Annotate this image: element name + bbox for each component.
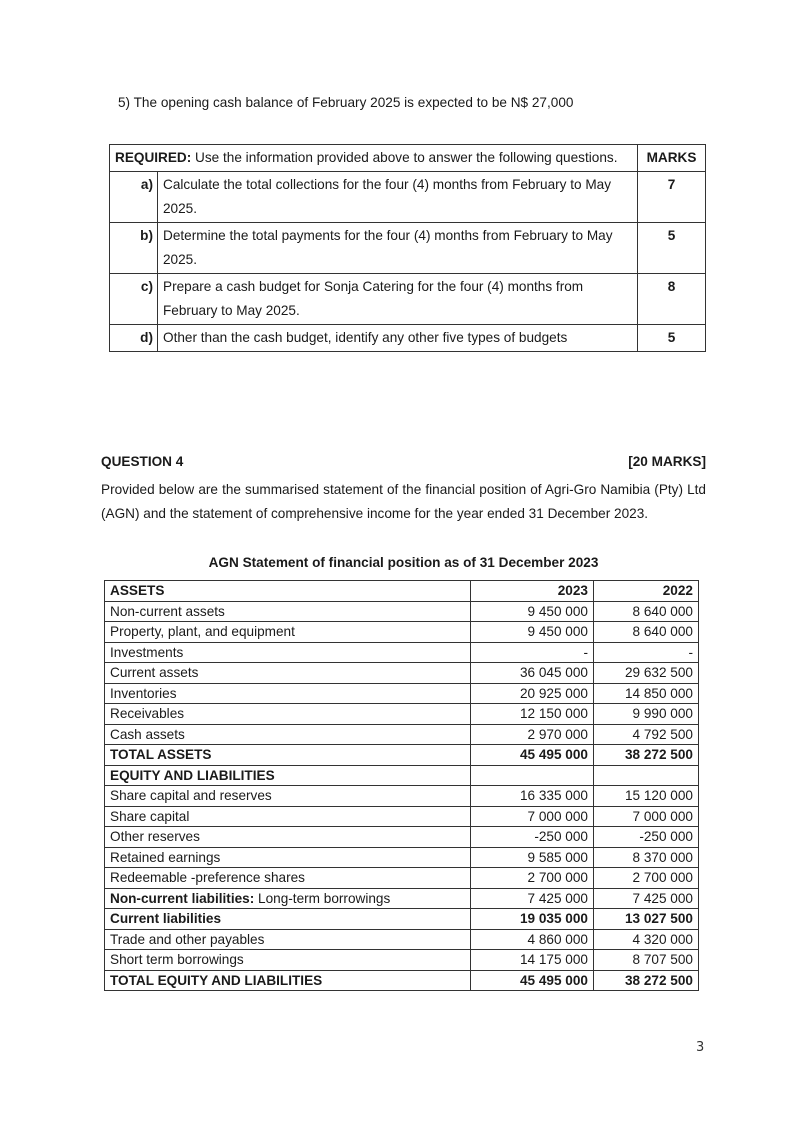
table-row bbox=[105, 909, 699, 930]
row-label bbox=[105, 724, 471, 745]
value-2022: 8 707 500 bbox=[594, 950, 699, 971]
value-2023: 2 970 000 bbox=[471, 724, 594, 745]
value-2022: 7 425 000 bbox=[594, 888, 699, 909]
value-2022: 15 120 000 bbox=[594, 786, 699, 807]
row-label bbox=[105, 642, 471, 663]
value-2022: 38 272 500 bbox=[594, 745, 699, 766]
question-marks: 8 bbox=[638, 274, 706, 325]
question-row bbox=[110, 223, 706, 274]
table-row bbox=[105, 642, 699, 663]
table-row bbox=[105, 724, 699, 745]
row-label-text: TOTAL EQUITY AND LIABILITIES bbox=[110, 972, 323, 988]
value-2023: 12 150 000 bbox=[471, 704, 594, 725]
row-label-text: Inventories bbox=[110, 685, 177, 701]
value-2022: - bbox=[594, 642, 699, 663]
value-2023: 2 700 000 bbox=[471, 868, 594, 889]
value-2023: 14 175 000 bbox=[471, 950, 594, 971]
row-label bbox=[105, 970, 471, 991]
row-label bbox=[105, 806, 471, 827]
row-label bbox=[105, 868, 471, 889]
row-label-bold: Non-current liabilities: bbox=[110, 890, 255, 906]
row-label-text: Redeemable -preference shares bbox=[110, 870, 305, 886]
value-2022: 8 370 000 bbox=[594, 847, 699, 868]
question-label: d) bbox=[110, 325, 158, 352]
value-2022: 8 640 000 bbox=[594, 601, 699, 622]
question-row bbox=[110, 325, 706, 352]
question-text: Other than the cash budget, identify any other five types of budgets bbox=[158, 325, 638, 352]
question-label: b) bbox=[110, 223, 158, 274]
required-instruction: Use the information provided above to answer the following questions. bbox=[191, 150, 618, 165]
row-label-text: Long-term borrowings bbox=[254, 890, 391, 906]
value-2023: 36 045 000 bbox=[471, 663, 594, 684]
question-intro: Provided below are the summarised statement of the financial position of Agri-Gro Namibia (Pty) Ltd (AGN) and the statement of comprehensive income for the year ended 31 December 2023. bbox=[101, 482, 706, 521]
value-2023: 4 860 000 bbox=[471, 929, 594, 950]
value-2023: 16 335 000 bbox=[471, 786, 594, 807]
row-label-text: TOTAL ASSETS bbox=[110, 747, 212, 763]
row-label bbox=[105, 827, 471, 848]
row-label bbox=[105, 786, 471, 807]
row-label-text: ASSETS bbox=[110, 583, 165, 599]
row-label bbox=[105, 704, 471, 725]
value-2023: 2023 bbox=[471, 581, 594, 602]
required-label: REQUIRED: bbox=[115, 150, 192, 165]
value-2022: 4 792 500 bbox=[594, 724, 699, 745]
row-label-text: Current assets bbox=[110, 665, 199, 681]
value-2023 bbox=[471, 765, 594, 786]
financial-position-table bbox=[104, 580, 699, 991]
value-2023: 19 035 000 bbox=[471, 909, 594, 930]
table-row bbox=[105, 786, 699, 807]
row-label-text: Share capital and reserves bbox=[110, 788, 272, 804]
value-2022: 13 027 500 bbox=[594, 909, 699, 930]
value-2023: 9 585 000 bbox=[471, 847, 594, 868]
table-row bbox=[105, 765, 699, 786]
value-2022: 4 320 000 bbox=[594, 929, 699, 950]
question-marks: 5 bbox=[638, 325, 706, 352]
question-row bbox=[110, 274, 706, 325]
table-row bbox=[105, 581, 699, 602]
opening-balance-note: 5) The opening cash balance of February 2025 is expected to be N$ 27,000 bbox=[118, 95, 574, 110]
required-header bbox=[110, 145, 638, 172]
question-text: Prepare a cash budget for Sonja Catering for the four (4) months from February to May 2025. bbox=[158, 274, 638, 325]
row-label bbox=[105, 909, 471, 930]
value-2022: 29 632 500 bbox=[594, 663, 699, 684]
row-label-text: Non-current assets bbox=[110, 603, 225, 619]
table-row bbox=[105, 806, 699, 827]
row-label bbox=[105, 888, 471, 909]
value-2023: 7 000 000 bbox=[471, 806, 594, 827]
row-label bbox=[105, 847, 471, 868]
value-2023: 45 495 000 bbox=[471, 745, 594, 766]
table-row bbox=[105, 888, 699, 909]
row-label bbox=[105, 950, 471, 971]
question-marks-total: [20 MARKS] bbox=[628, 454, 706, 469]
row-label-text: Property, plant, and equipment bbox=[110, 624, 295, 640]
row-label-text: Other reserves bbox=[110, 829, 200, 845]
row-label bbox=[105, 683, 471, 704]
value-2022: 38 272 500 bbox=[594, 970, 699, 991]
table-row bbox=[105, 622, 699, 643]
row-label-text: Trade and other payables bbox=[110, 931, 265, 947]
table-row bbox=[105, 929, 699, 950]
required-header-row bbox=[110, 145, 706, 172]
row-label-text: EQUITY AND LIABILITIES bbox=[110, 767, 275, 783]
table-row bbox=[105, 745, 699, 766]
table-row bbox=[105, 683, 699, 704]
row-label bbox=[105, 581, 471, 602]
table-row bbox=[105, 847, 699, 868]
question-row bbox=[110, 172, 706, 223]
question-label: a) bbox=[110, 172, 158, 223]
question-text: Calculate the total collections for the four (4) months from February to May 2025. bbox=[158, 172, 638, 223]
marks-header: MARKS bbox=[638, 145, 706, 172]
value-2022: 9 990 000 bbox=[594, 704, 699, 725]
question-title: QUESTION 4 bbox=[101, 454, 184, 469]
value-2022: 14 850 000 bbox=[594, 683, 699, 704]
row-label bbox=[105, 929, 471, 950]
row-label-text: Current liabilities bbox=[110, 911, 222, 927]
row-label bbox=[105, 765, 471, 786]
row-label bbox=[105, 622, 471, 643]
value-2022: 7 000 000 bbox=[594, 806, 699, 827]
row-label-text: Cash assets bbox=[110, 726, 185, 742]
row-label bbox=[105, 663, 471, 684]
value-2023: 45 495 000 bbox=[471, 970, 594, 991]
row-label bbox=[105, 601, 471, 622]
value-2022 bbox=[594, 765, 699, 786]
question-marks: 7 bbox=[638, 172, 706, 223]
row-label-text: Receivables bbox=[110, 706, 185, 722]
required-questions-table bbox=[109, 144, 706, 352]
table-row bbox=[105, 868, 699, 889]
table-row bbox=[105, 950, 699, 971]
row-label-text: Investments bbox=[110, 644, 184, 660]
table-row bbox=[105, 601, 699, 622]
table-row bbox=[105, 970, 699, 991]
question-label: c) bbox=[110, 274, 158, 325]
row-label bbox=[105, 745, 471, 766]
value-2023: 9 450 000 bbox=[471, 601, 594, 622]
value-2023: -250 000 bbox=[471, 827, 594, 848]
value-2023: 7 425 000 bbox=[471, 888, 594, 909]
value-2023: 9 450 000 bbox=[471, 622, 594, 643]
row-label-text: Short term borrowings bbox=[110, 952, 244, 968]
value-2023: - bbox=[471, 642, 594, 663]
row-label-text: Retained earnings bbox=[110, 849, 221, 865]
value-2022: 2022 bbox=[594, 581, 699, 602]
table-title: AGN Statement of financial position as of 31 December 2023 bbox=[208, 555, 599, 570]
value-2023: 20 925 000 bbox=[471, 683, 594, 704]
question-text: Determine the total payments for the four (4) months from February to May 2025. bbox=[158, 223, 638, 274]
value-2022: -250 000 bbox=[594, 827, 699, 848]
question-4-heading bbox=[101, 454, 706, 469]
table-row bbox=[105, 704, 699, 725]
value-2022: 8 640 000 bbox=[594, 622, 699, 643]
table-row bbox=[105, 663, 699, 684]
row-label-text: Share capital bbox=[110, 808, 190, 824]
value-2022: 2 700 000 bbox=[594, 868, 699, 889]
table-row bbox=[105, 827, 699, 848]
question-marks: 5 bbox=[638, 223, 706, 274]
page-number: 3 bbox=[696, 1040, 705, 1055]
